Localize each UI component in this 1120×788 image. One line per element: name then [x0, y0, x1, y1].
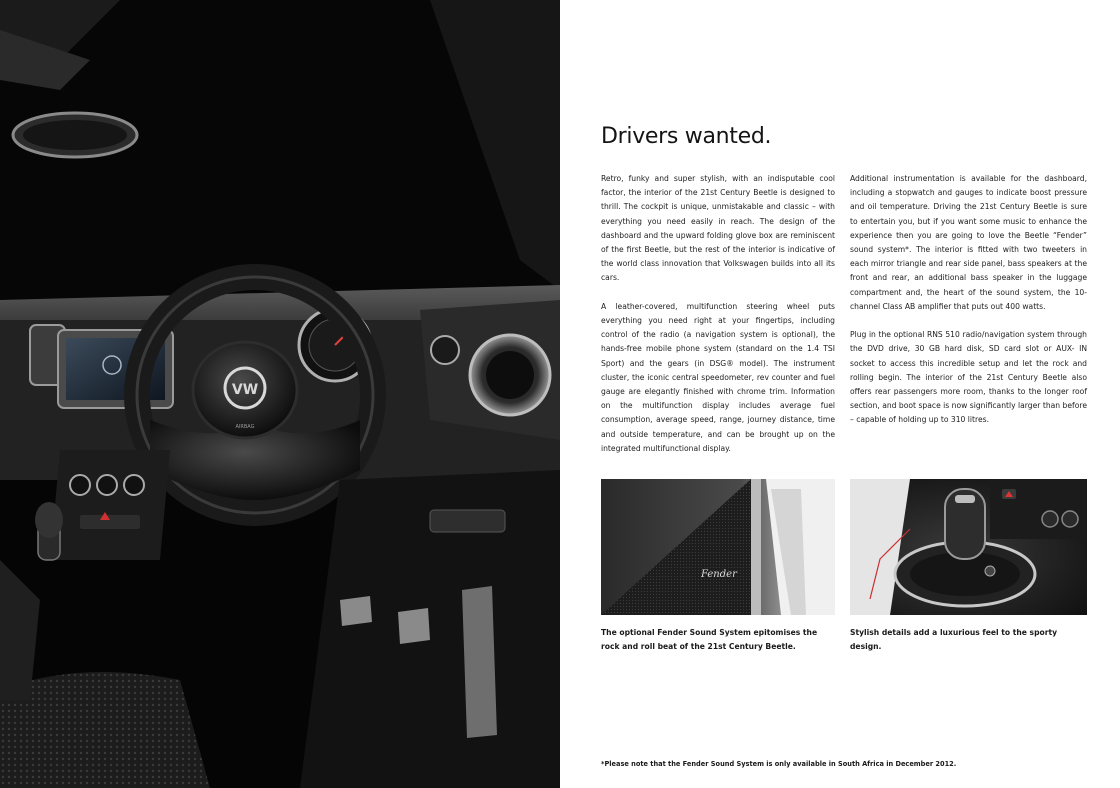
paragraph: Plug in the optional RNS 510 radio/navigation system through the DVD drive, 30 GB hard disk, SD card slot or AUX- IN socket to access this incredible setup and let the rock and rolling begin. The interior of the 21st Century Beetle also offers rear passengers more room, thanks to the longer roof section, and boot space is now significantly larger than before – capable of holding up to 310 litres. [850, 330, 1087, 425]
paragraph: A leather-covered, multifunction steering wheel puts everything you need right at your fingertips, including control of the radio (a navigation system is optional), the hands-free mobile phone system (standard on the 1.4 TSI Sport) and the gears (in DSG® model). The instrument cluster, the iconic central speedometer, rev counter and fuel gauge are elegantly finished with chrome trim. Information on the multifunction display includes average fuel consumption, average speed, range, journey distance, time and outside temperature, and can be brought up on the integrated multifunctional display. [601, 301, 835, 453]
airbag-label-text: AIRBAG [235, 424, 255, 430]
vw-badge-text: VW [231, 382, 259, 398]
fender-logo-text: Fender [701, 569, 737, 580]
gearshift-photo [850, 479, 1087, 615]
body-column-right [850, 172, 1087, 442]
paragraph: Additional instrumentation is available for the dashboard, including a stopwatch and gauges to indicate boost pressure and oil temperature. Driving the 21st Century Beetle is sure to entertain you, but if you want some music to enhance the experience then you are going to love the Beetle “Fender” sound system*. The interior is fitted with two tweeters in each mirror triangle and rear side panel, bass speakers at the front and rear, an additional bass speaker in the luggage compartment and, the heart of the sound system, the 10-channel Class AB amplifier that puts out 400 watts. [850, 174, 1087, 311]
paragraph: Retro, funky and super stylish, with an indisputable cool factor, the interior of the 21st Century Beetle is designed to thrill. The cockpit is unique, unmistakable and classic – with everything you need easily in reach. The design of the dashboard and the upward folding glove box are reminiscent of the first Beetle, but the rest of the interior is indicative of the world class innovation that Volkswagen builds into all its cars. [601, 174, 835, 283]
page-title: Drivers wanted. [601, 124, 772, 149]
body-column-left [601, 172, 835, 470]
caption-fender: The optional Fender Sound System epitomises the rock and roll beat of the 21st Century Beetle. [601, 628, 818, 651]
fender-speaker-photo [601, 479, 835, 615]
footnote: *Please note that the Fender Sound System is only available in South Africa in December 2012. [601, 760, 957, 768]
caption-gearshift: Stylish details add a luxurious feel to the sporty design. [850, 628, 1058, 651]
